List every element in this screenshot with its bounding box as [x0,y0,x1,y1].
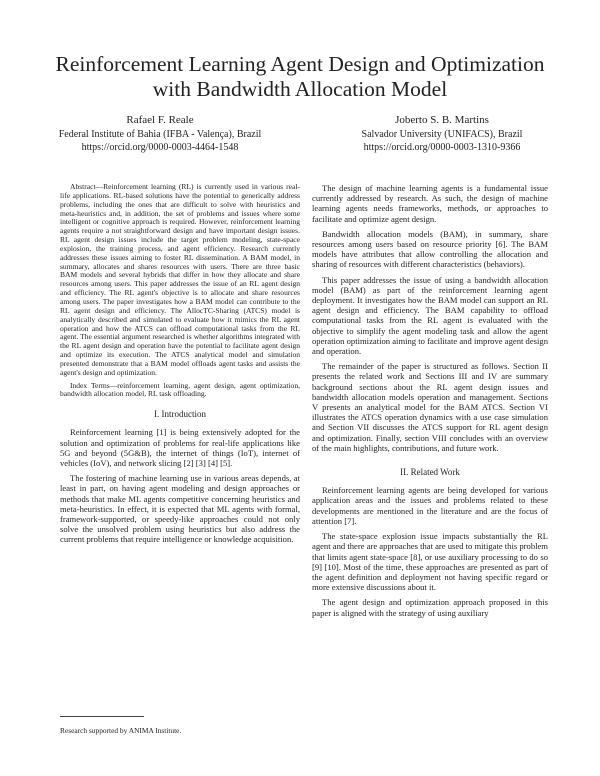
section-heading-related-work: II. Related Work [400,467,460,478]
author-name: Joberto S. B. Martins [395,114,489,126]
body-paragraph: Bandwidth allocation models (BAM), in summary, share resources among users based on resource priority [6]. The BAM models have attributes that allow controlling the allocation and sharing of resources with different characteristics (behaviors). [312,228,548,270]
intro-paragraph: Reinforcement learning [1] is being extensively adopted for the solution and optimization of problems for real-life applications like 5G and beyond (5G&B), the internet of things (IoT), internet of vehicles (IoV), and network slicing [2] [3] [4] [5]. [60,427,300,469]
footnote-rule [60,716,144,717]
related-paragraph: The agent design and optimization approach proposed in this paper is aligned with the strategy of using auxiliary [312,597,548,618]
footnote: Research supported by ANIMA Institute. [60,726,182,735]
body-paragraph: The remainder of the paper is structured as follows. Section II presents the related work and Sections III and IV are summary background sections about the RL agent design issues and bandwidth allocation models operation and management. Sections V presents an analytical model for the BAM ATCS. Section VI illustrates the ATCS operation dynamics with a use case simulation and Section VII discusses the ATCS support for RL agent design and optimization. Finally, section VIII concludes with an overview of the main highlights, contributions, and future work. [312,361,548,453]
section-heading-introduction: I. Introduction [154,409,206,420]
related-paragraph: The state-space explosion issue impacts substantially the RL agent and there are approaches that are used to mitigate this problem that limits agent state-space [8], or use auxiliary processing to do so [9] [10]. Most of the time, these approaches are presented as part of the agent definition and deployment not having specific regard or more extensive discussions about it. [312,531,548,593]
paper-title: Reinforcement Learning Agent Design and Optimization with Bandwidth Allocation Model [55,52,545,101]
author-name: Rafael F. Reale [126,114,194,126]
author-affiliation: Federal Institute of Bahia (IFBA - Valença), Brazil [58,129,262,140]
abstract-text: Abstract—Reinforcement learning (RL) is currently used in various real-life applications. RL-based solutions have the potential to generically address problems, including the ones that are difficult to solve with heuristics and meta-heuristics and, in addition, the set of problems and issues where some intelligent or cognitive approach is required. However, reinforcement learning agents require a not straightforward design and have important design issues. RL agent design issues include the target problem modeling, state-space explosion, the training process, and agent efficiency. Research currently addresses these issues aiming to foster RL dissemination. A BAM model, in summary, allocates and shares resources with users. There are three basic BAM models and several hybrids that differ in how they allocate and share resources among users. This paper addresses the issue of an RL agent design and efficiency. The RL agent's objective is to allocate and share resources among users. The paper investigates how a BAM model can contribute to the RL agent design and efficiency. The AllocTC-Sharing (ATCS) model is analytically described and simulated to evaluate how it mimics the RL agent operation and how the ATCS can offload computational tasks from the RL agent. The essential argument researched is whether algorithms integrated with the RL agent design and operation have the potential to facilitate agent design and optimize its execution. The ATCS analytical model and simulation presented demonstrate that a BAM model offloads agent tasks and assists the agent's design and optimization. [60,182,300,377]
body-paragraph: This paper addresses the issue of using a bandwidth allocation model (BAM) as part of the reinforcement learning agent deployment. It investigates how the BAM model can support an RL agent design and efficiency. The BAM capability to offload computational tasks from the RL agent is evaluated with the objective to simplify the agent modeling task and allow the agent operation optimization aiming to facilitate and improve agent design and operation. [312,274,548,357]
body-paragraph: The design of machine learning agents is a fundamental issue currently addressed by research. As such, the design of machine learning agents needs frameworks, methods, or approaches to facilitate and optimize agent design. [312,183,548,224]
author-block-1 [20,114,300,154]
author-affiliation: Salvador University (UNIFACS), Brazil [361,129,523,140]
index-terms: Index Terms—reinforcement learning, agent design, agent optimization, bandwidth allocation model, RL task offloading. [60,380,300,399]
author-orcid[interactable]: https://orcid.org/0000-0003-4464-1548 [81,142,239,153]
author-orcid[interactable]: https://orcid.org/0000-0003-1310-9366 [363,142,521,153]
abstract-block [60,183,300,399]
related-paragraph: Reinforcement learning agents are being developed for various application areas and the issues and problems related to these developments are mentioned in the literature and are the focus of attention [7]. [312,485,548,526]
intro-paragraph: The fostering of machine learning use in various areas depends, at least in part, on having agent modeling and design approaches or methods that make ML agents competitive concerning heuristics and meta-heuristics. In effect, it is expected that ML agents with formal, framework-supported, or speedy-like approaches could not only solve the unsolved problem using heuristics but also address the current problems that require intelligence or knowledge acquisition. [60,473,300,545]
right-column [312,183,548,623]
author-block-2 [302,114,582,154]
left-column [60,183,300,550]
